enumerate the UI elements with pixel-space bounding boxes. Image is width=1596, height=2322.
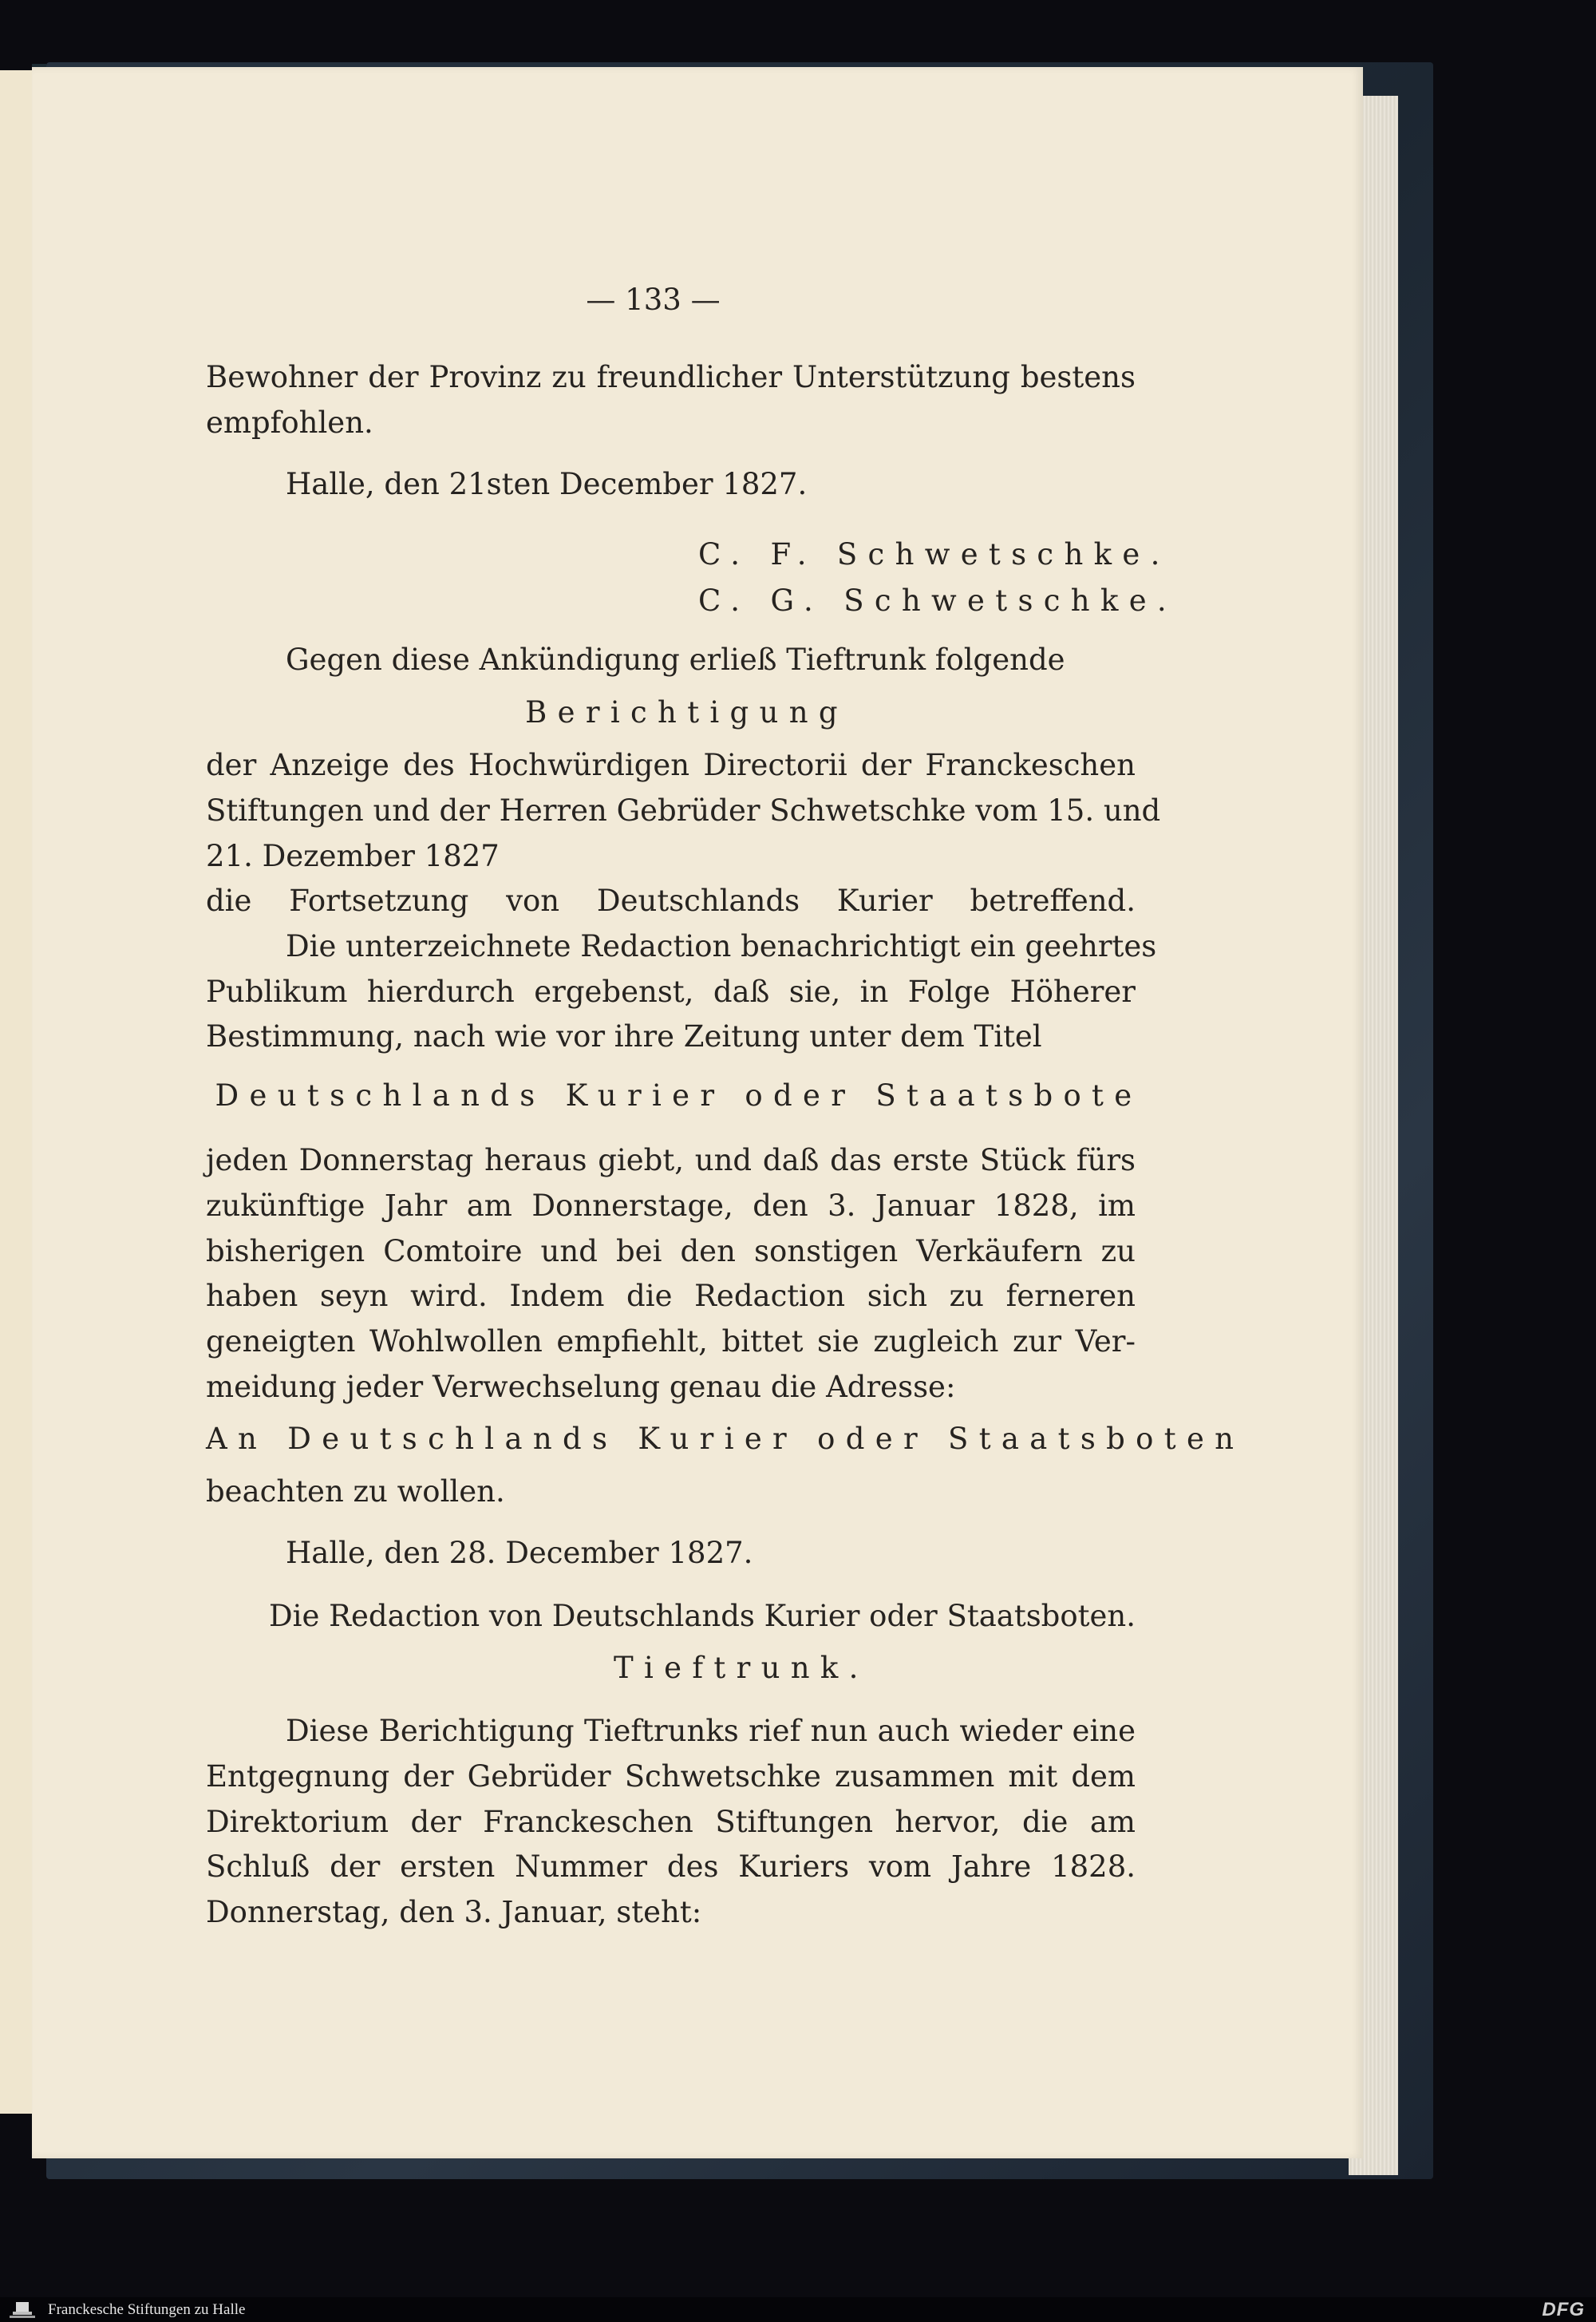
text-line: bisherigen Comtoire und bei den sonstigen Verkäufern zu — [206, 1234, 1136, 1268]
text-line: jeden Donnerstag heraus giebt, und daß das erste Stück fürs — [206, 1143, 1136, 1177]
text-line: geneigten Wohlwollen empfiehlt, bittet sie zugleich zur Ver- — [206, 1324, 1136, 1359]
text-line: zukünftige Jahr am Donnerstage, den 3. Januar 1828, im — [206, 1189, 1136, 1223]
text-line: Die unterzeichnete Redaction benachrichtigt ein geehrtes — [286, 929, 1157, 963]
text-line: Donnerstag, den 3. Januar, steht: — [206, 1895, 702, 1929]
footer-brand-logo: DFG — [1542, 2299, 1585, 2320]
signature-line: Die Redaction von Deutschlands Kurier oder Staatsboten. — [268, 1599, 1136, 1633]
text-line: empfohlen. — [206, 405, 373, 440]
text-line: der Anzeige des Hochwürdigen Directorii der Franckeschen — [206, 748, 1136, 782]
text-line: Bestimmung, nach wie vor ihre Zeitung unter dem Titel — [206, 1019, 1042, 1054]
text-line: Direktorium der Franckeschen Stiftungen hervor, die am — [206, 1805, 1136, 1839]
left-page-edge — [0, 70, 34, 2114]
address-line: An Deutschlands Kurier oder Staatsboten — [206, 1422, 1245, 1456]
date-line: Halle, den 28. December 1827. — [286, 1536, 753, 1570]
text-line: beachten zu wollen. — [206, 1474, 505, 1509]
signature-line: C. G. Schwetschke. — [698, 583, 1177, 618]
text-line: haben seyn wird. Indem die Redaction sich zu ferneren — [206, 1279, 1136, 1313]
text-line: Stiftungen und der Herren Gebrüder Schwetschke vom 15. und — [206, 793, 1161, 828]
signature-line: Tieftrunk. — [614, 1651, 869, 1685]
institution-logo-icon — [6, 2300, 38, 2320]
newspaper-title: Deutschlands Kurier oder Staatsbote — [215, 1078, 1143, 1113]
text-line: Schluß der ersten Nummer des Kuriers vom Jahre 1828. — [206, 1849, 1136, 1884]
footer-institution: Franckesche Stiftungen zu Halle — [48, 2301, 246, 2318]
text-line: Entgegnung der Gebrüder Schwetschke zusammen mit dem — [206, 1759, 1136, 1794]
book-page — [32, 67, 1363, 2158]
text-line: die Fortsetzung von Deutschlands Kurier betreffend. — [206, 884, 1136, 918]
text-line: Gegen diese Ankündigung erließ Tieftrunk folgende — [286, 643, 1065, 677]
date-line: Halle, den 21sten December 1827. — [286, 467, 808, 501]
text-line: 21. Dezember 1827 — [206, 839, 500, 873]
page-number: — 133 — — [586, 283, 721, 317]
text-line: meidung jeder Verwechselung genau die Adresse: — [206, 1370, 956, 1404]
section-heading: Berichtigung — [525, 695, 848, 730]
text-line: Bewohner der Provinz zu freundlicher Unterstützung bestens — [206, 360, 1136, 394]
text-line: Publikum hierdurch ergebenst, daß sie, in Folge Höherer — [206, 975, 1136, 1009]
signature-line: C. F. Schwetschke. — [698, 537, 1171, 572]
text-line: Diese Berichtigung Tieftrunks rief nun auch wieder eine — [286, 1714, 1136, 1748]
